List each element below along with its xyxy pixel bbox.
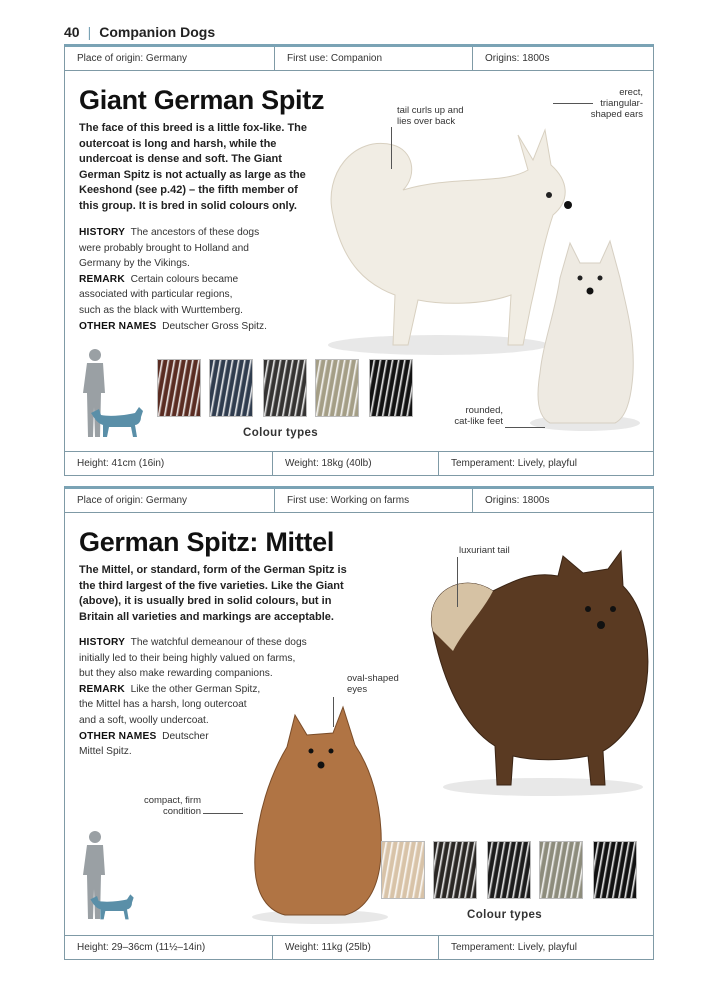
remark-label: REMARK bbox=[79, 273, 125, 285]
callout-tail bbox=[397, 105, 464, 127]
page-number: 40 bbox=[64, 24, 80, 40]
colour-types-label: Colour types bbox=[243, 427, 319, 439]
intro-line: German Spitz is not actually as large as the bbox=[79, 168, 306, 181]
callout-line bbox=[505, 427, 545, 428]
info-row-top bbox=[65, 489, 653, 513]
breed-intro bbox=[79, 563, 347, 625]
colour-swatch bbox=[157, 359, 201, 417]
callout-text: eyes bbox=[347, 684, 368, 695]
callout-eyes bbox=[347, 673, 399, 695]
history-text: The watchful demeanour of these dogs bbox=[130, 637, 307, 648]
colour-swatch bbox=[209, 359, 253, 417]
callout-feet bbox=[435, 405, 503, 427]
remark-text: such as the black with Wurttemberg. bbox=[79, 304, 244, 316]
callout-text: condition bbox=[162, 806, 201, 817]
breed-details bbox=[79, 225, 267, 334]
header-separator: | bbox=[87, 24, 92, 40]
colour-swatch bbox=[593, 841, 637, 899]
temperament: Temperament: Lively, playful bbox=[451, 458, 577, 469]
history-label: HISTORY bbox=[79, 227, 126, 238]
remark-text: associated with particular regions, bbox=[79, 289, 233, 301]
intro-line: The Mittel, or standard, form of the German Spitz is bbox=[79, 564, 347, 576]
intro-line: undercoat is dense and soft. The Giant bbox=[79, 153, 282, 165]
remark-text: Like the other German Spitz, bbox=[130, 683, 261, 695]
callout-line bbox=[203, 813, 243, 814]
origins: Origins: 1800s bbox=[485, 53, 550, 64]
dog-scale-icon bbox=[87, 403, 147, 439]
intro-line: The face of this breed is a little fox-like. The bbox=[79, 122, 307, 134]
intro-line: this group. It is bred in solid colours only. bbox=[79, 199, 297, 212]
mittel-spitz-sitting-image bbox=[245, 695, 395, 925]
other-names-label: OTHER NAMES bbox=[79, 730, 157, 742]
height: Height: 29–36cm (11½–14in) bbox=[65, 936, 273, 959]
info-row-bottom bbox=[65, 451, 653, 475]
section-title: Companion Dogs bbox=[99, 24, 216, 40]
callout-text: cat-like feet bbox=[454, 416, 503, 427]
callout-text: lies over back bbox=[397, 116, 456, 127]
callout-line bbox=[553, 103, 593, 104]
info-row-top bbox=[65, 47, 653, 71]
origins: Origins: 1800s bbox=[485, 495, 550, 506]
callout-tail bbox=[459, 545, 510, 556]
breed-entry-giant-german-spitz bbox=[64, 44, 654, 476]
temperament: Temperament: Lively, playful bbox=[451, 942, 577, 953]
intro-line: (above), it is usually bred in solid colours, but in bbox=[79, 595, 332, 607]
breed-intro bbox=[79, 121, 307, 214]
callout-text: oval-shaped bbox=[347, 673, 399, 684]
intro-line: the third largest of the five varieties. Like the Giant bbox=[79, 579, 344, 592]
other-names-text: Mittel Spitz. bbox=[79, 746, 132, 758]
callout-text: triangular- bbox=[600, 98, 643, 109]
history-text: were probably brought to Holland and bbox=[79, 242, 249, 254]
callout-text: erect, bbox=[619, 87, 643, 98]
first-use: First use: Working on farms bbox=[275, 489, 473, 512]
height: Height: 41cm (16in) bbox=[65, 452, 273, 475]
place-of-origin: Place of origin: Germany bbox=[65, 47, 275, 70]
history-text: The ancestors of these dogs bbox=[130, 227, 260, 238]
colour-swatch bbox=[315, 359, 359, 417]
place-of-origin: Place of origin: Germany bbox=[65, 489, 275, 512]
other-names-label: OTHER NAMES bbox=[79, 320, 157, 332]
weight: Weight: 11kg (25lb) bbox=[273, 936, 439, 959]
colour-swatch bbox=[263, 359, 307, 417]
remark-text: the Mittel has a harsh, long outercoat bbox=[79, 699, 247, 711]
intro-line: outercoat is long and harsh, while the bbox=[79, 137, 277, 150]
callout-line bbox=[457, 557, 458, 607]
callout-condition bbox=[119, 795, 201, 817]
callout-text: shaped ears bbox=[590, 109, 643, 120]
callout-text: luxuriant tail bbox=[459, 545, 510, 556]
remark-text: and a soft, woolly undercoat. bbox=[79, 714, 209, 726]
breed-title: German Spitz: Mittel bbox=[79, 527, 335, 557]
callout-line bbox=[391, 127, 392, 169]
intro-line: Keeshond (see p.42) – the fifth member of bbox=[79, 184, 298, 196]
colour-swatch bbox=[433, 841, 477, 899]
weight: Weight: 18kg (40lb) bbox=[273, 452, 439, 475]
callout-text: compact, firm bbox=[143, 795, 201, 806]
colour-swatch bbox=[487, 841, 531, 899]
breed-title: Giant German Spitz bbox=[79, 85, 325, 115]
callout-text: rounded, bbox=[465, 405, 503, 416]
dog-scale-icon bbox=[87, 891, 137, 921]
remark-label: REMARK bbox=[79, 683, 125, 695]
other-names-text: Deutscher bbox=[162, 730, 209, 742]
giant-spitz-sitting-image bbox=[525, 233, 645, 433]
colour-swatch bbox=[539, 841, 583, 899]
history-text: but they also make rewarding companions. bbox=[79, 668, 273, 680]
intro-line: Britain all varieties and markings are acceptable. bbox=[79, 610, 334, 623]
other-names-text: Deutscher Gross Spitz. bbox=[162, 320, 267, 332]
colour-types-label: Colour types bbox=[467, 909, 543, 921]
info-row-bottom bbox=[65, 935, 653, 959]
remark-text: Certain colours became bbox=[130, 273, 239, 285]
callout-text: tail curls up and bbox=[397, 105, 464, 116]
callout-line bbox=[333, 697, 334, 727]
history-label: HISTORY bbox=[79, 637, 126, 648]
colour-swatch bbox=[381, 841, 425, 899]
first-use: First use: Companion bbox=[275, 47, 473, 70]
colour-swatch bbox=[369, 359, 413, 417]
history-text: Germany by the Vikings. bbox=[79, 258, 190, 270]
history-text: initially led to their being highly valued on farms, bbox=[79, 652, 296, 664]
breed-entry-german-spitz-mittel bbox=[64, 486, 654, 960]
page-header bbox=[64, 22, 215, 42]
